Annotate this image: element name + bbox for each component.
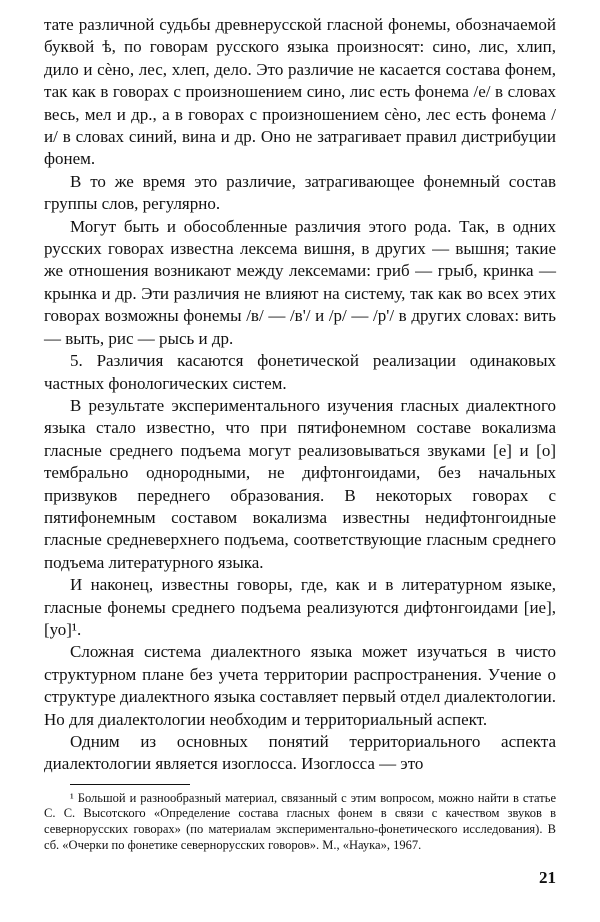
paragraph: В результате экспериментального изучения гласных диалектного языка стало известно, что при пятифонемном составе вокализма гласные среднего подъема могут реализовываться звуками [е] и [о] тембрально однородными, не дифтонгоидами, без начальных призвуков переднего образования. В некоторых говорах с пятифонемным составом вокализма известны недифтонгоидные гласные средневерхнего подъема, соответствующие гласным среднего подъема литературного языка. (44, 395, 556, 572)
paragraph: В то же время это различие, затрагивающее фонемный состав группы слов, регулярно. (44, 171, 556, 214)
paragraph: тате различной судьбы древнерусской гласной фонемы, обозначаемой буквой ѣ, по говорам русского языка произносят: сино, лис, хлип, дило и сѐно, лес, хлеп, дело. Это различие не касается состава фонем, так как в говорах с произношением сино, лис есть фонема /е/ в словах весь, мел и др., а в говорах с произношением сѐно, лес есть фонема /и/ в словах синий, вина и др. Оно не затрагивает правил дистрибуции фонем. (44, 15, 556, 169)
page-body (44, 14, 556, 853)
page-number: 21 (539, 868, 556, 887)
footnote-text: ¹ Большой и разнообразный материал, связанный с этим вопросом, можно найти в статье С. С. Высотского «Определение состава гласных фонем в связи с качеством звуков в северноруcских говорах» (по материалам экспериментально-фонетического исследования). В сб. «Очерки по фонетике северноруcских говоров». М., «Наука», 1967. (44, 790, 556, 852)
footnote (44, 791, 556, 853)
paragraph: Могут быть и обособленные различия этого рода. Так, в одних русских говорах известна лексема вишня, в других — вышня; такие же отношения возникают между лексемами: гриб — грыб, кринка — крынка и др. Эти различия не влияют на систему, так как во всех этих говорах возможны фонемы /в/ — /в'/ и /р/ — /р'/ в других словах: вить — выть, рис — рысь и др. (44, 216, 556, 348)
paragraph: 5. Различия касаются фонетической реализации одинаковых частных фонологических систем. (44, 351, 556, 393)
paragraph: И наконец, известны говоры, где, как и в литературном языке, гласные фонемы среднего подъема реализуются дифтонгоидами [ие], [уо]¹. (44, 575, 556, 639)
footnote-divider (70, 784, 190, 785)
paragraph: Одним из основных понятий территориального аспекта диалектологии является изоглосса. Изоглосса — это (44, 732, 556, 774)
paragraph: Сложная система диалектного языка может изучаться в чисто структурном плане без учета территории распространения. Учение о структуре диалектного языка составляет первый отдел диалектологии. Но для диалектологии необходим и территориальный аспект. (44, 642, 556, 729)
main-text (44, 14, 556, 776)
